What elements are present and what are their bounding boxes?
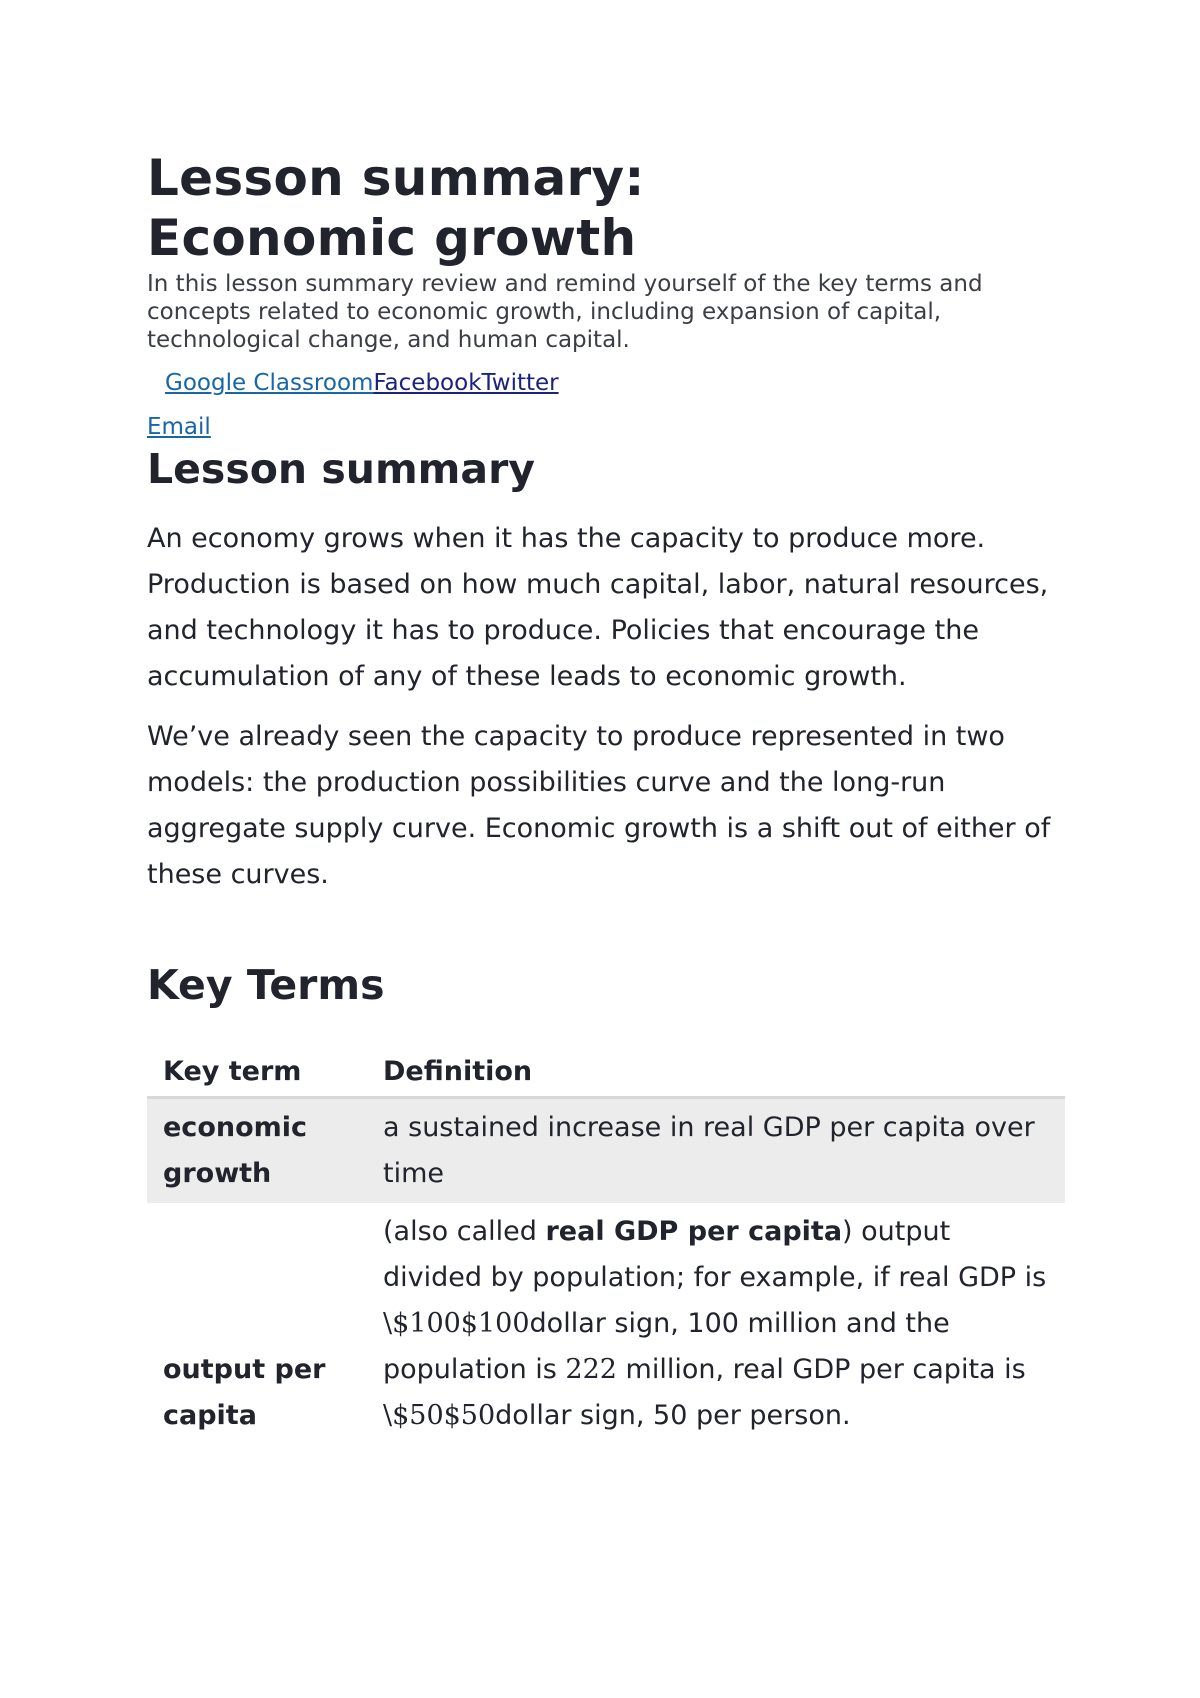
definition-text: dollar sign, 100 million and the population is [383, 1308, 950, 1385]
definition-cell: a sustained increase in real GDP per capita over time [367, 1098, 1065, 1204]
google-classroom-link[interactable]: Google Classroom [165, 370, 374, 396]
math-expression: 222 [565, 1354, 617, 1385]
definition-cell [367, 1203, 1065, 1445]
lesson-paragraph-1: An economy grows when it has the capacity to produce more. Production is based on how much capital, labor, natural resources, and technology it has to produce. Policies that encourage the accumulation of any of these leads to economic growth. [147, 523, 1049, 692]
math-expression: \$50$50 [383, 1400, 496, 1431]
term-cell: output per capita [163, 1354, 326, 1431]
lesson-paragraph-2: We’ve already seen the capacity to produce represented in two models: the production possibilities curve and the long-run aggregate supply curve. Economic growth is a shift out of either of these curves. [147, 721, 1051, 890]
article [147, 148, 1065, 1445]
column-header-definition: Definition [367, 1048, 1065, 1098]
page-title-line2: Economic growth [147, 209, 637, 267]
key-terms-table [147, 1048, 1065, 1445]
table-row [147, 1203, 1065, 1445]
key-terms-heading: Key Terms [147, 961, 385, 1009]
email-link[interactable]: Email [147, 414, 211, 440]
lesson-summary-heading: Lesson summary [147, 445, 536, 493]
definition-text: dollar sign, 50 per person. [495, 1400, 851, 1431]
definition-text: ) output divided by population; for example, if real GDP is [383, 1216, 1047, 1293]
share-links [147, 368, 1065, 398]
term-cell: economic growth [147, 1098, 367, 1204]
definition-bold-term: real GDP per capita [545, 1216, 843, 1247]
page-title-line1: Lesson summary: [147, 149, 645, 207]
definition-text: (also called [383, 1216, 546, 1247]
table-header-row [147, 1048, 1065, 1098]
table-row [147, 1098, 1065, 1204]
column-header-key-term: Key term [147, 1048, 367, 1098]
facebook-link[interactable]: Facebook [373, 370, 482, 396]
page-title [147, 148, 1065, 268]
math-expression: \$100$100 [383, 1308, 530, 1339]
twitter-link[interactable]: Twitter [481, 370, 559, 396]
email-share [147, 412, 1065, 442]
page-subtitle: In this lesson summary review and remind yourself of the key terms and concepts related to economic growth, including expansion of capital, technological change, and human capital. [147, 271, 983, 353]
definition-text: million, real GDP per capita is [616, 1354, 1026, 1385]
